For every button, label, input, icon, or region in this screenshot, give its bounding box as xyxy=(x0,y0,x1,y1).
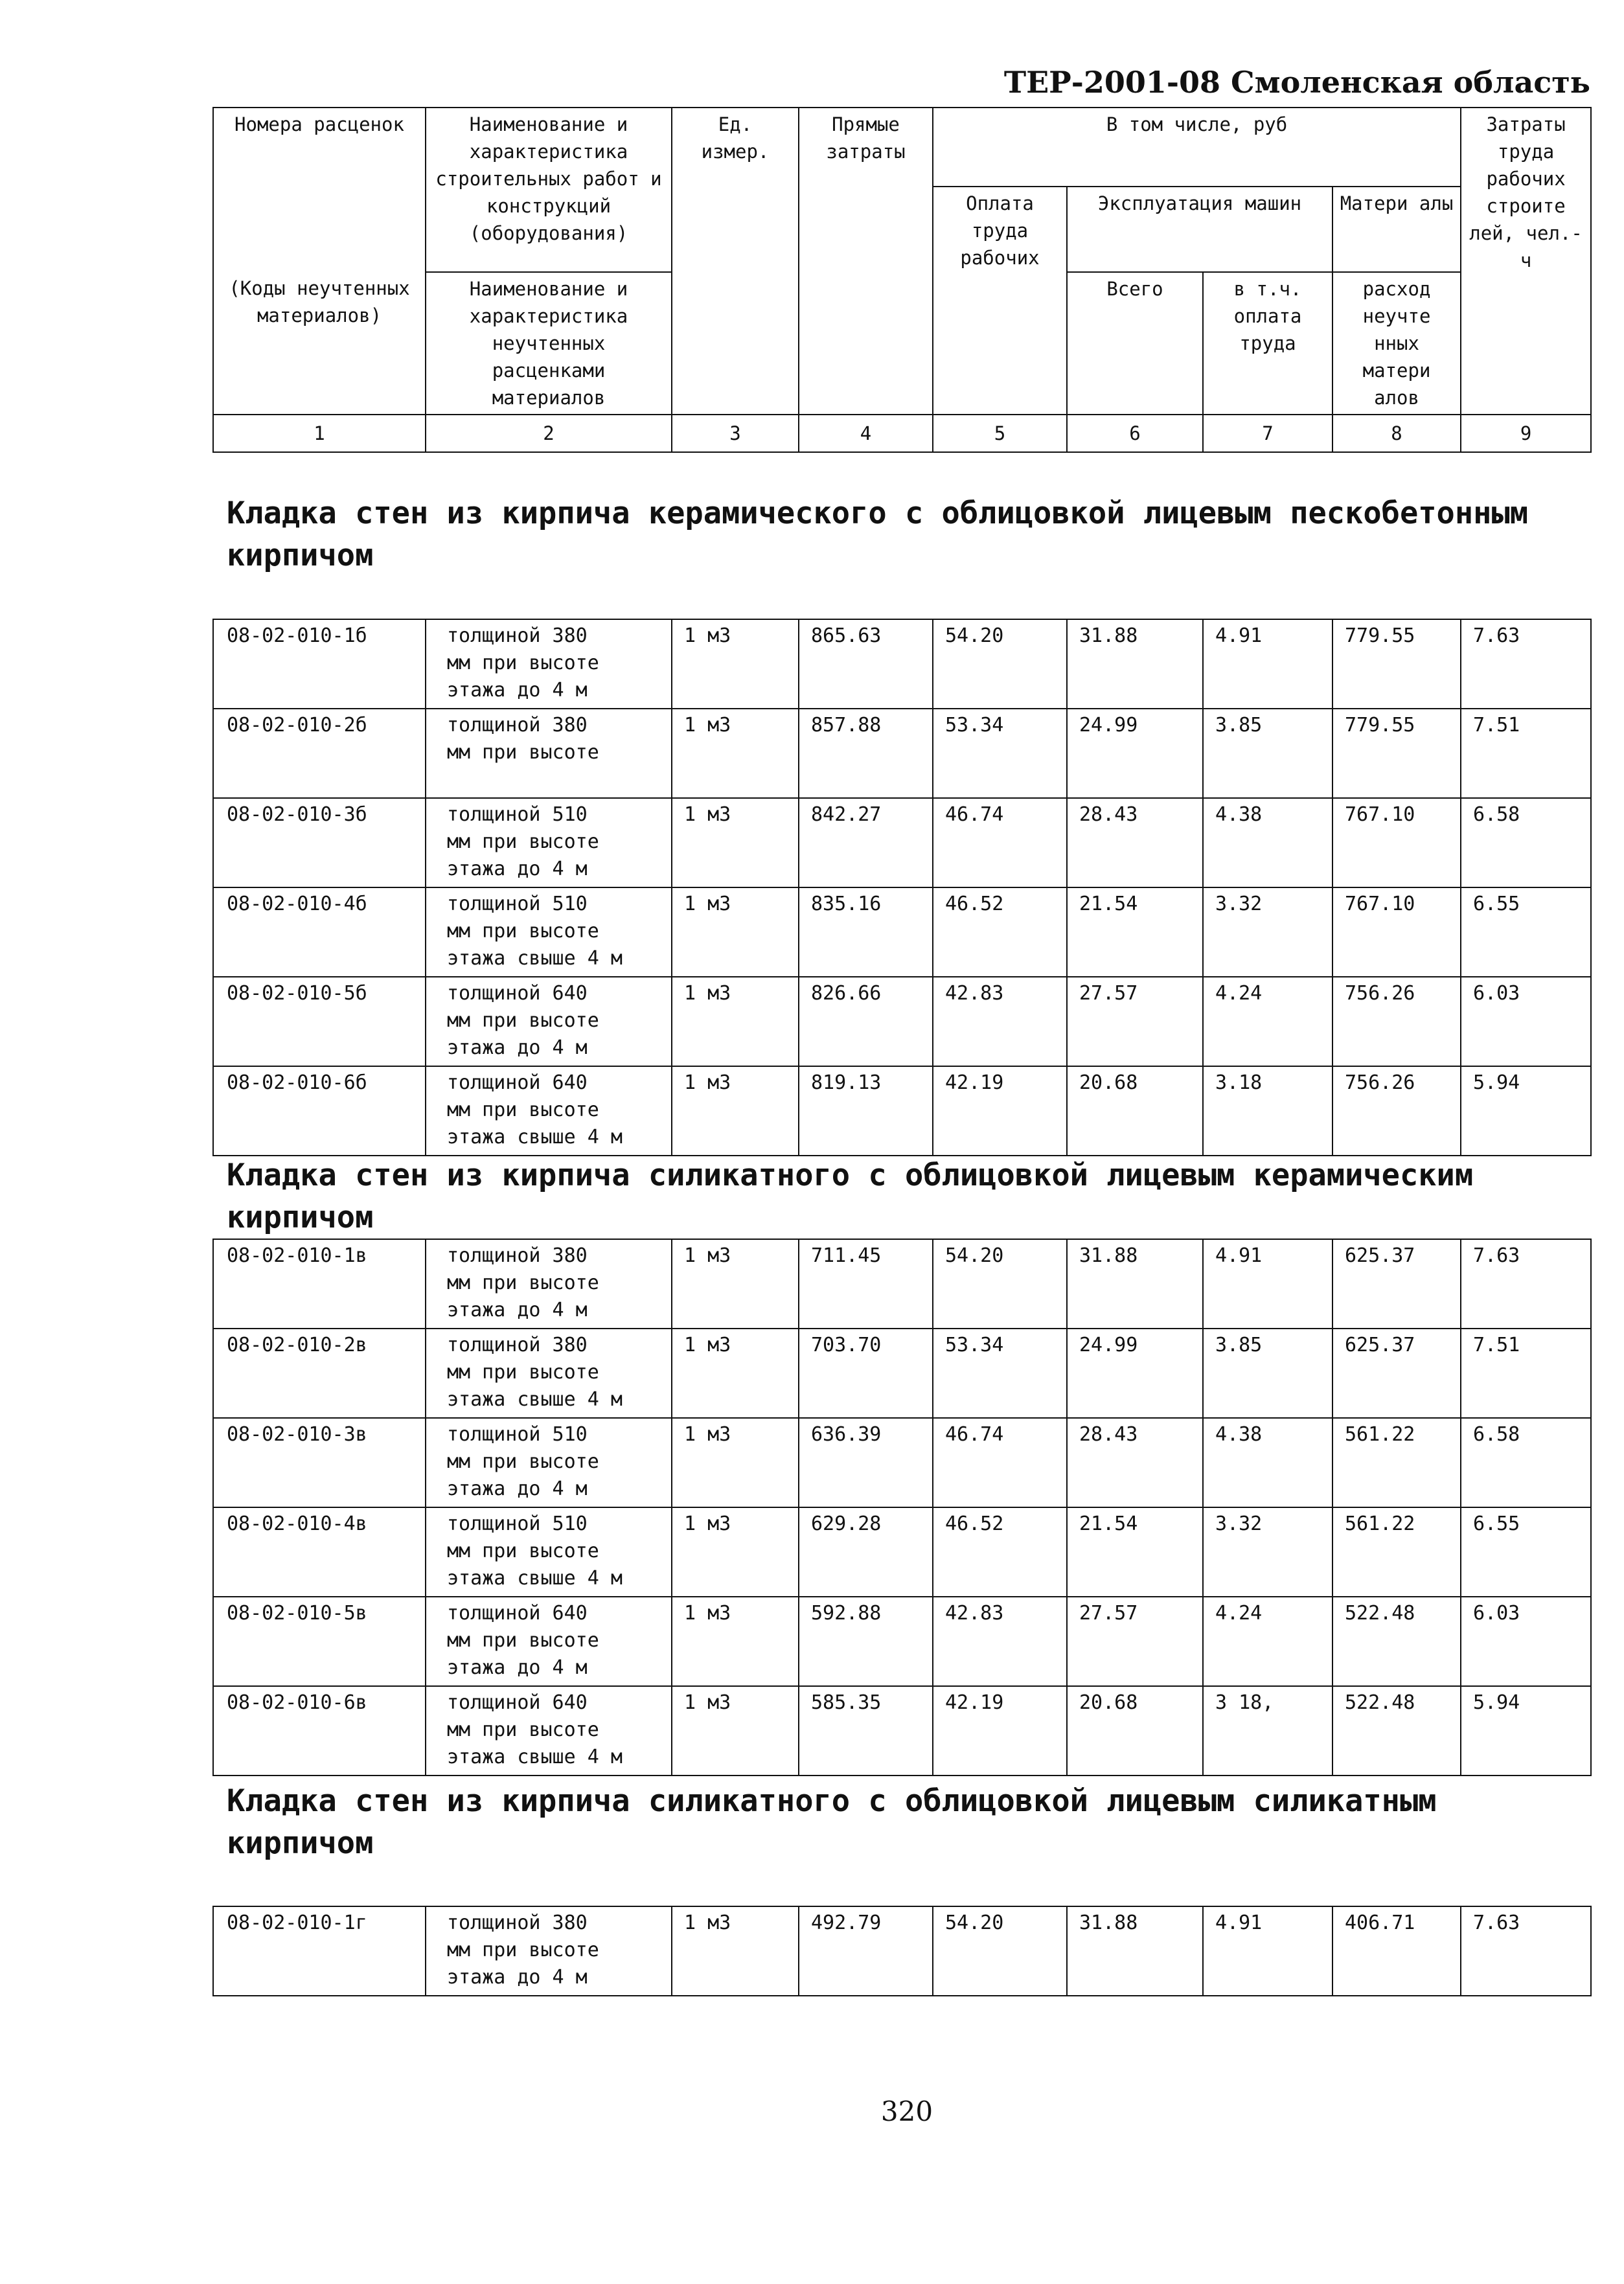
direct-costs: 592.88 xyxy=(799,1597,933,1686)
unit-of-measure: 1 м3 xyxy=(672,887,799,977)
material-costs: 756.26 xyxy=(1332,977,1461,1066)
machine-labor-wages: 3.32 xyxy=(1203,1507,1332,1597)
rate-code: 08-02-010-3в xyxy=(213,1418,426,1507)
labor-wages: 53.34 xyxy=(933,1329,1067,1418)
unit-of-measure: 1 м3 xyxy=(672,1329,799,1418)
unit-of-measure: 1 м3 xyxy=(672,709,799,798)
machine-costs: 21.54 xyxy=(1067,887,1203,977)
table-row xyxy=(213,798,1591,887)
column-number: 1 xyxy=(213,415,426,452)
rate-code: 08-02-010-1в xyxy=(213,1239,426,1329)
direct-costs: 492.79 xyxy=(799,1906,933,1996)
machine-costs: 27.57 xyxy=(1067,1597,1203,1686)
rate-code: 08-02-010-2б xyxy=(213,709,426,798)
rates-table xyxy=(212,1906,1592,1996)
direct-costs: 835.16 xyxy=(799,887,933,977)
machine-labor-wages: 3.18 xyxy=(1203,1066,1332,1156)
labor-wages: 42.19 xyxy=(933,1066,1067,1156)
labor-hours: 6.55 xyxy=(1461,1507,1591,1597)
direct-costs: 703.70 xyxy=(799,1329,933,1418)
section-title: Кладка стен из кирпича керамического с облицовкой лицевым пескобетонным кирпичом xyxy=(227,496,1529,573)
header-col4: Прямые затраты xyxy=(799,108,933,415)
labor-hours: 7.51 xyxy=(1461,1329,1591,1418)
material-costs: 625.37 xyxy=(1332,1329,1461,1418)
material-costs: 779.55 xyxy=(1332,619,1461,709)
column-number: 7 xyxy=(1203,415,1332,452)
rates-table xyxy=(212,619,1592,1156)
machine-costs: 28.43 xyxy=(1067,798,1203,887)
machine-labor-wages: 4.91 xyxy=(1203,1906,1332,1996)
direct-costs: 865.63 xyxy=(799,619,933,709)
machine-labor-wages: 4.91 xyxy=(1203,619,1332,709)
machine-costs: 21.54 xyxy=(1067,1507,1203,1597)
work-description: толщиной 510 мм при высоте этажа свыше 4 м xyxy=(426,887,672,977)
labor-wages: 54.20 xyxy=(933,1906,1067,1996)
table-row xyxy=(213,977,1591,1066)
column-number: 8 xyxy=(1332,415,1461,452)
machine-costs: 28.43 xyxy=(1067,1418,1203,1507)
rate-code: 08-02-010-6б xyxy=(213,1066,426,1156)
labor-wages: 46.52 xyxy=(933,1507,1067,1597)
labor-wages: 42.83 xyxy=(933,977,1067,1066)
machine-costs: 27.57 xyxy=(1067,977,1203,1066)
work-description: толщиной 380 мм при высоте этажа до 4 м xyxy=(426,1239,672,1329)
work-description: толщиной 510 мм при высоте этажа свыше 4 м xyxy=(426,1507,672,1597)
unit-of-measure: 1 м3 xyxy=(672,1507,799,1597)
material-costs: 767.10 xyxy=(1332,798,1461,887)
machine-costs: 20.68 xyxy=(1067,1066,1203,1156)
header-col1-bottom: (Коды неучтенных материалов) xyxy=(213,272,426,415)
direct-costs: 711.45 xyxy=(799,1239,933,1329)
section-title: Кладка стен из кирпича силикатного с облицовкой лицевым силикатным кирпичом xyxy=(227,1783,1437,1861)
machine-costs: 31.88 xyxy=(1067,1906,1203,1996)
header-group: В том числе, руб xyxy=(933,108,1461,187)
column-number: 4 xyxy=(799,415,933,452)
rate-code: 08-02-010-2в xyxy=(213,1329,426,1418)
work-description: толщиной 640 мм при высоте этажа до 4 м xyxy=(426,1597,672,1686)
rate-code: 08-02-010-4б xyxy=(213,887,426,977)
header-col1-top: Номера расценок xyxy=(213,108,426,187)
column-number: 5 xyxy=(933,415,1067,452)
material-costs: 625.37 xyxy=(1332,1239,1461,1329)
page-header: ТЕР-2001-08 Смоленская область xyxy=(1003,65,1590,100)
unit-of-measure: 1 м3 xyxy=(672,977,799,1066)
unit-of-measure: 1 м3 xyxy=(672,1418,799,1507)
page-number: 320 xyxy=(880,2096,933,2127)
work-description: толщиной 380 мм при высоте этажа до 4 м xyxy=(426,619,672,709)
unit-of-measure: 1 м3 xyxy=(672,1239,799,1329)
work-description: толщиной 510 мм при высоте этажа до 4 м xyxy=(426,798,672,887)
direct-costs: 585.35 xyxy=(799,1686,933,1776)
material-costs: 779.55 xyxy=(1332,709,1461,798)
table-row xyxy=(213,1239,1591,1329)
table-row xyxy=(213,1906,1591,1996)
work-description: толщиной 380 мм при высоте xyxy=(426,709,672,798)
labor-wages: 53.34 xyxy=(933,709,1067,798)
machine-labor-wages: 3.85 xyxy=(1203,709,1332,798)
material-costs: 561.22 xyxy=(1332,1507,1461,1597)
header-col8-top: Матери алы xyxy=(1332,187,1461,272)
machine-labor-wages: 4.38 xyxy=(1203,798,1332,887)
table-row xyxy=(213,709,1591,798)
direct-costs: 826.66 xyxy=(799,977,933,1066)
rate-code: 08-02-010-6в xyxy=(213,1686,426,1776)
rates-table xyxy=(212,1239,1592,1776)
column-header-table xyxy=(212,107,1592,453)
machine-labor-wages: 3 18, xyxy=(1203,1686,1332,1776)
table-row xyxy=(213,1507,1591,1597)
machine-labor-wages: 4.24 xyxy=(1203,1597,1332,1686)
rate-code: 08-02-010-3б xyxy=(213,798,426,887)
column-number: 9 xyxy=(1461,415,1591,452)
labor-hours: 7.63 xyxy=(1461,1906,1591,1996)
labor-hours: 7.63 xyxy=(1461,619,1591,709)
unit-of-measure: 1 м3 xyxy=(672,1686,799,1776)
labor-hours: 6.55 xyxy=(1461,887,1591,977)
labor-hours: 6.03 xyxy=(1461,977,1591,1066)
rate-code: 08-02-010-5в xyxy=(213,1597,426,1686)
material-costs: 756.26 xyxy=(1332,1066,1461,1156)
material-costs: 406.71 xyxy=(1332,1906,1461,1996)
direct-costs: 636.39 xyxy=(799,1418,933,1507)
unit-of-measure: 1 м3 xyxy=(672,1066,799,1156)
machine-labor-wages: 4.38 xyxy=(1203,1418,1332,1507)
work-description: толщиной 640 мм при высоте этажа свыше 4 м xyxy=(426,1066,672,1156)
labor-wages: 46.74 xyxy=(933,1418,1067,1507)
labor-wages: 46.74 xyxy=(933,798,1067,887)
rate-code: 08-02-010-1б xyxy=(213,619,426,709)
column-number: 3 xyxy=(672,415,799,452)
header-col2-top: Наименование и характеристика строительных работ и конструкций (оборудования) xyxy=(426,108,672,272)
table-row xyxy=(213,619,1591,709)
labor-hours: 5.94 xyxy=(1461,1066,1591,1156)
labor-wages: 42.19 xyxy=(933,1686,1067,1776)
section-title: Кладка стен из кирпича силикатного с облицовкой лицевым керамическим кирпичом xyxy=(227,1158,1474,1235)
table-row xyxy=(213,1329,1591,1418)
rate-code: 08-02-010-1г xyxy=(213,1906,426,1996)
table-row xyxy=(213,1418,1591,1507)
unit-of-measure: 1 м3 xyxy=(672,619,799,709)
rate-code: 08-02-010-5б xyxy=(213,977,426,1066)
column-number: 2 xyxy=(426,415,672,452)
machine-costs: 20.68 xyxy=(1067,1686,1203,1776)
direct-costs: 629.28 xyxy=(799,1507,933,1597)
work-description: толщиной 380 мм при высоте этажа до 4 м xyxy=(426,1906,672,1996)
machine-labor-wages: 4.91 xyxy=(1203,1239,1332,1329)
labor-hours: 5.94 xyxy=(1461,1686,1591,1776)
material-costs: 522.48 xyxy=(1332,1597,1461,1686)
header-col3: Ед. измер. xyxy=(672,108,799,415)
table-row xyxy=(213,887,1591,977)
header-col2-bottom: Наименование и характеристика неучтенных расценками материалов xyxy=(426,272,672,415)
labor-wages: 46.52 xyxy=(933,887,1067,977)
machine-costs: 24.99 xyxy=(1067,1329,1203,1418)
header-col9: Затраты труда рабочих строите лей, чел.-ч xyxy=(1461,108,1591,415)
labor-hours: 7.63 xyxy=(1461,1239,1591,1329)
header-col5: Оплата труда рабочих xyxy=(933,187,1067,415)
material-costs: 522.48 xyxy=(1332,1686,1461,1776)
direct-costs: 857.88 xyxy=(799,709,933,798)
column-number: 6 xyxy=(1067,415,1203,452)
labor-wages: 54.20 xyxy=(933,619,1067,709)
rate-code: 08-02-010-4в xyxy=(213,1507,426,1597)
labor-hours: 6.58 xyxy=(1461,798,1591,887)
work-description: толщиной 640 мм при высоте этажа свыше 4 м xyxy=(426,1686,672,1776)
machine-labor-wages: 4.24 xyxy=(1203,977,1332,1066)
machine-labor-wages: 3.32 xyxy=(1203,887,1332,977)
unit-of-measure: 1 м3 xyxy=(672,798,799,887)
unit-of-measure: 1 м3 xyxy=(672,1906,799,1996)
header-col7: в т.ч. оплата труда xyxy=(1203,272,1332,415)
header-col8-bottom: расход неучте нных матери алов xyxy=(1332,272,1461,415)
machine-costs: 31.88 xyxy=(1067,619,1203,709)
labor-hours: 6.03 xyxy=(1461,1597,1591,1686)
work-description: толщиной 510 мм при высоте этажа до 4 м xyxy=(426,1418,672,1507)
machine-costs: 31.88 xyxy=(1067,1239,1203,1329)
table-row xyxy=(213,1597,1591,1686)
work-description: толщиной 640 мм при высоте этажа до 4 м xyxy=(426,977,672,1066)
direct-costs: 819.13 xyxy=(799,1066,933,1156)
material-costs: 767.10 xyxy=(1332,887,1461,977)
table-row xyxy=(213,1066,1591,1156)
labor-hours: 7.51 xyxy=(1461,709,1591,798)
direct-costs: 842.27 xyxy=(799,798,933,887)
header-exploitation: Эксплуатация машин xyxy=(1067,187,1332,272)
material-costs: 561.22 xyxy=(1332,1418,1461,1507)
header-col1-spacer xyxy=(213,187,426,272)
work-description: толщиной 380 мм при высоте этажа свыше 4 м xyxy=(426,1329,672,1418)
table-row xyxy=(213,1686,1591,1776)
machine-costs: 24.99 xyxy=(1067,709,1203,798)
machine-labor-wages: 3.85 xyxy=(1203,1329,1332,1418)
labor-hours: 6.58 xyxy=(1461,1418,1591,1507)
labor-wages: 54.20 xyxy=(933,1239,1067,1329)
unit-of-measure: 1 м3 xyxy=(672,1597,799,1686)
header-col6: Всего xyxy=(1067,272,1203,415)
labor-wages: 42.83 xyxy=(933,1597,1067,1686)
